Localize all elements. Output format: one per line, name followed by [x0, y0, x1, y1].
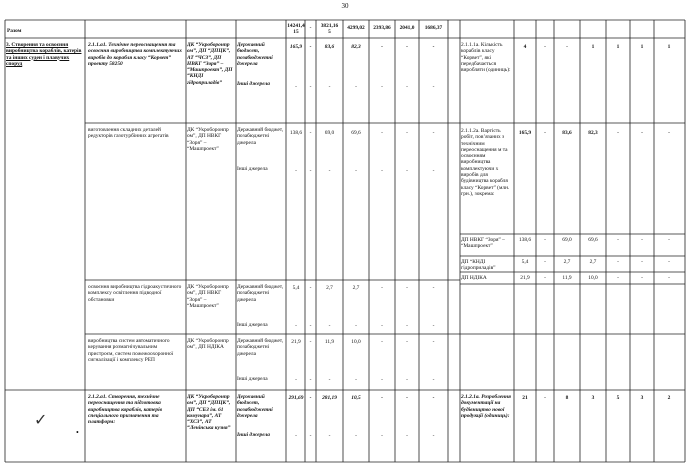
row-e-y2: - [309, 395, 312, 401]
sub-row-value: - [668, 237, 670, 243]
row-b-ind-total: 165,9 [518, 130, 532, 136]
sub-row-value: - [544, 275, 546, 281]
row-c-measure: освоєння виробництва гідроакустичного комплексу освітлення підводної обстановки [88, 284, 182, 303]
total-value-all: 14241,4 15 [287, 23, 305, 36]
row-e-other-total: - [295, 433, 297, 439]
row-c-source-budget: Державний бюджет, позабюджетні джерела [237, 284, 284, 303]
row-d-total: 21,9 [291, 339, 301, 345]
row-d-y6: - [406, 339, 408, 345]
sub-row-value: - [617, 237, 619, 243]
row-e-ind-y5: 5 [616, 395, 620, 401]
row-b-other-y4: - [355, 168, 357, 174]
row-b-y7: - [432, 130, 435, 136]
row-b-other-y6: - [406, 168, 408, 174]
row-e-y7: - [432, 395, 435, 401]
row-d-executor: ДК “Укроборонпр ом”, ДП НДІКА [187, 338, 229, 351]
row-a-y7: - [432, 44, 435, 50]
row-c-y5: - [381, 285, 383, 291]
row-a-ind-y2: - [544, 44, 546, 50]
sub-row-value: - [617, 259, 619, 265]
row-c-executor: ДК “Укроборонпр ом”, ДП НВКГ “Зоря” – “Машпроект” [187, 284, 229, 309]
sub-row-value: 2,7 [589, 259, 597, 265]
row-b-source-other: Інші джерела [237, 166, 268, 172]
row-e-source-budget: Державний бюджет, позабюджетні джерела [237, 394, 273, 419]
row-b-other-y5: - [381, 168, 383, 174]
row-b-other-total: - [295, 168, 297, 174]
row-a-y4: 82,3 [351, 44, 361, 50]
row-c-other-y6: - [406, 323, 408, 329]
row-d-y7: - [432, 339, 435, 345]
row-b-ind-y5: - [617, 130, 619, 136]
row-b-measure: виготовлення складних деталей редукторів газотурбінних агрегатів [88, 127, 169, 140]
sub-row-value: - [641, 275, 643, 281]
row-a-y3: 83,6 [324, 44, 335, 50]
row-a-y5: - [381, 44, 383, 50]
row-a-ind-y7: 1 [667, 44, 671, 50]
row-d-source-budget: Державний бюджет, позабюджетні джерела [237, 338, 284, 357]
row-d-other-y6: - [406, 377, 408, 383]
sub-row-value: 69,6 [588, 237, 598, 243]
row-a-other-y5: - [381, 84, 383, 90]
row-b-y5: - [381, 130, 383, 136]
row-e-y3: 281,19 [322, 395, 337, 401]
row-a-ind-y4: 1 [591, 44, 595, 50]
row-c-other-total: - [295, 323, 297, 329]
sub-row-value: - [617, 275, 619, 281]
stray-dot-mark: • [76, 428, 79, 437]
sub-row-value: 5,4 [521, 259, 529, 265]
row-a-y2: - [309, 44, 312, 50]
row-e-executor: ДК “Укроборонпр ом”, ДП “ДПЦК”, ДП “СБЗ ім. 61 комунара”, АТ “ХСЗ”, АТ “Ленінська кузня” [187, 394, 231, 432]
row-a-other-y4: - [355, 84, 357, 90]
row-d-measure: виробництва систем автоматичного керування розмагнічувальним пристроєм, систем пожежоохоронної сигналізації і комплексу РЕП [88, 338, 174, 363]
sub-row-value: 138,6 [518, 237, 532, 243]
row-b-ind-y7: - [668, 130, 670, 136]
row-c-total: 5,4 [292, 285, 300, 291]
row-e-other-y7: - [432, 433, 435, 439]
row-d-other-y7: - [432, 377, 435, 383]
row-a-ind-total: 4 [523, 44, 527, 50]
row-d-y5: - [381, 339, 383, 345]
row-b-ind-y4: 82,3 [588, 130, 598, 136]
sub-row-value: - [668, 275, 670, 281]
row-d-other-y5: - [381, 377, 383, 383]
row-b-y6: - [406, 130, 408, 136]
row-b-y2: - [309, 130, 312, 136]
row-e-total: 291,69 [288, 395, 304, 401]
row-a-source-budget: Державний бюджет, позабюджетні джерела [237, 42, 273, 67]
row-b-executor: ДК “Укроборонпр ом”, ДП НВКГ “Зоря” – “Машпроект” [187, 127, 229, 152]
row-e-other-y4: - [355, 433, 357, 439]
sub-row-value: 10,0 [588, 275, 598, 281]
row-e-ind-total: 21 [522, 395, 528, 401]
row-b-ind-y2: - [544, 130, 546, 136]
row-b-other-y2: - [309, 168, 312, 174]
section-title: 3. Створення та освоєння виробництва кораблів, катерів та інших суден і плавучих споруд [6, 42, 82, 67]
row-a-other-y3: - [328, 84, 331, 90]
row-c-y3: 2,7 [326, 285, 333, 291]
sub-row-value: 2,7 [563, 259, 571, 265]
sub-row-value: - [641, 237, 643, 243]
row-a-ind-y3: - [566, 44, 568, 50]
row-c-other-y3: - [328, 323, 331, 329]
row-c-y6: - [406, 285, 408, 291]
row-c-other-y2: - [309, 323, 312, 329]
row-d-other-y3: - [328, 377, 331, 383]
row-e-y4: 10,5 [351, 395, 361, 401]
row-e-source-other: Інші джерела [237, 432, 270, 438]
total-value-y5: 2393,86 [373, 25, 391, 31]
row-a-other-y6: - [406, 84, 408, 90]
sub-row-label: ДП НДІКА [461, 275, 487, 281]
row-a-ind-y5: 1 [616, 44, 620, 50]
sub-row-value: 11,9 [562, 275, 572, 281]
row-e-indicator: 2.1.2.1а. Розроблення документації на будівництво нової продукції (одиниць): [461, 394, 511, 419]
sub-row-value: - [544, 237, 546, 243]
row-e-ind-y7: 2 [667, 395, 671, 401]
row-a-other-y7: - [432, 84, 435, 90]
row-d-y4: 10,0 [351, 339, 361, 345]
row-e-other-y2: - [309, 433, 312, 439]
row-c-y2: - [309, 285, 312, 291]
sub-row-value: - [641, 259, 643, 265]
row-c-other-y4: - [355, 323, 357, 329]
row-b-other-y7: - [432, 168, 435, 174]
row-e-ind-y6: 3 [640, 395, 644, 401]
row-d-y2: - [309, 339, 312, 345]
row-c-y4: 2,7 [352, 285, 360, 291]
total-value-y7: 1686,37 [424, 25, 443, 31]
row-a-total: 165,9 [289, 44, 303, 50]
row-b-ind-y6: - [641, 130, 643, 136]
row-a-other-total: - [295, 84, 297, 90]
row-e-y6: - [406, 395, 408, 401]
row-a-y6: - [406, 44, 408, 50]
row-d-y3: 11,9 [324, 339, 335, 345]
row-b-source-budget: Державний бюджет, позабюджетні джерела [237, 127, 284, 146]
row-d-other-y2: - [309, 377, 312, 383]
sub-row-value: - [544, 259, 546, 265]
row-c-y7: - [432, 285, 435, 291]
row-a-ind-y6: 1 [640, 44, 644, 50]
row-d-other-total: - [295, 377, 297, 383]
total-value-y2: - [309, 25, 312, 31]
row-a-measure: 2.1.1.а1. Технічне переоснащення та освоєння виробництва комплектуючих виробів до корабля класу “Корвет” проекту 58250 [88, 42, 182, 67]
row-a-indicator: 2.1.1.1а. Кількість кораблів класу “Корвет”, які передбачається виробляти (одиниць): [461, 42, 511, 74]
row-a-source-other: Інші джерела [237, 81, 270, 87]
row-c-other-y7: - [432, 323, 435, 329]
sub-row-value: 21,9 [520, 275, 530, 281]
row-e-other-y6: - [406, 433, 408, 439]
total-value-y3: 3821,16 5 [320, 23, 339, 36]
row-c-other-y5: - [381, 323, 383, 329]
row-a-other-y2: - [309, 84, 312, 90]
row-b-total: 138,6 [289, 130, 303, 136]
row-e-other-y5: - [381, 433, 383, 439]
sub-row-label: ДП “КНДІ гідроприладів” [461, 259, 496, 272]
row-b-indicator: 2.1.1.2а. Вартість робіт, пов’язаних з технічним переоснащення м та освоєнням виробництва комплектуючи х виробів для будівництва корабля класу “Корвет” (млн. грн.), зокрема: [461, 128, 510, 197]
page-number: 30 [341, 2, 349, 10]
row-e-ind-y3: 8 [565, 395, 569, 401]
sub-row-label: ДП НВКГ “Зоря” – “Машпроект” [461, 237, 505, 250]
row-e-y5: - [381, 395, 383, 401]
row-a-executor: ДК “Укроборонпр ом”, ДП “ДПЦК”, АТ “ЧСЗ”, ДП НВКГ “Зоря” – “Машпроект”, ДП “КНДІ гідроприладів” [187, 42, 233, 86]
row-e-ind-y4: 3 [591, 395, 595, 401]
row-d-source-other: Інші джерела [237, 376, 268, 382]
handwritten-check-mark: ✓ [34, 410, 48, 429]
row-d-other-y4: - [355, 377, 357, 383]
row-b-ind-y3: 83,6 [562, 130, 572, 136]
sub-row-value: 69,0 [562, 237, 572, 243]
row-b-other-y3: - [328, 168, 331, 174]
sub-row-value: - [668, 259, 670, 265]
total-value-y6: 2041,0 [399, 25, 415, 31]
row-e-measure: 2.1.2.а1. Створення, технічне переоснащення та підготовка виробництва кораблів, катерів спеціального призначення та платформ: [88, 394, 163, 426]
row-e-other-y3: - [328, 433, 331, 439]
row-b-y3: 69,0 [324, 130, 335, 136]
total-value-y4: 4299,02 [347, 25, 365, 31]
row-e-ind-y2: - [544, 395, 546, 401]
total-row-label: Разом [7, 28, 22, 34]
row-b-y4: 69,6 [351, 130, 361, 136]
row-c-source-other: Інші джерела [237, 322, 268, 328]
